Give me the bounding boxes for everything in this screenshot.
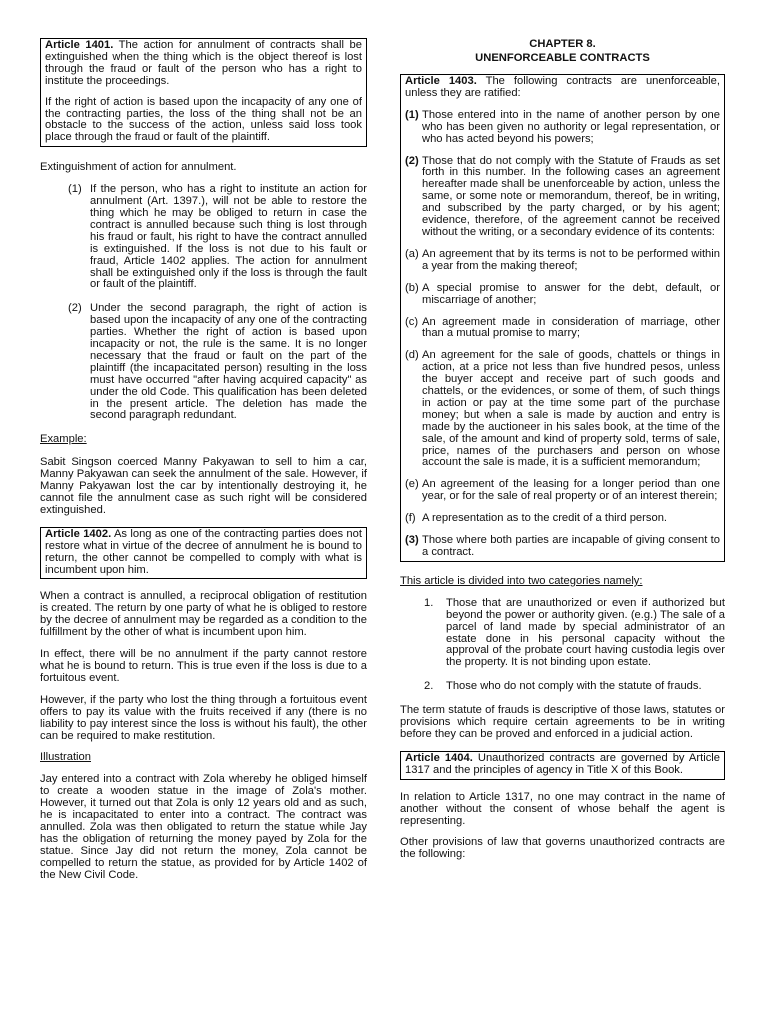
sub-item <box>405 317 720 341</box>
list-item-number: (1) <box>405 108 419 121</box>
article-1402-text: As long as one of the contracting parties does not restore what in virtue of the decree of annulment he is bound to return, the other cannot be compelled to comply with what is incumbent upon him. <box>45 527 362 576</box>
sub-item-letter: (a) <box>405 247 419 260</box>
list-item <box>424 681 725 693</box>
other-provisions-paragraph: Other provisions of law that governs unauthorized contracts are the following: <box>400 836 725 861</box>
sub-item <box>405 283 720 307</box>
right-column <box>400 38 725 861</box>
sub-item-text: An agreement of the leasing for a longer period than one year, or for the sale of real property or of an interest therein; <box>422 478 720 503</box>
article-1404-box <box>400 751 725 780</box>
article-1403-text: The following contracts are unenforceable, unless they are ratified: <box>405 75 720 99</box>
illustration-heading: Illustration <box>40 751 91 764</box>
sub-item-letter: (f) <box>405 512 416 525</box>
effect-paragraph: In effect, there will be no annulment if the party cannot restore what he is bound to return. This is true even if the loss is due to a fortuitous event. <box>40 648 367 684</box>
statute-paragraph: The term statute of frauds is descriptive of those laws, statutes or provisions which require certain agreements to be in writing before they can be proved and enforced in a judicial action. <box>400 704 725 740</box>
list-item <box>405 535 720 559</box>
article-1402-label: Article 1402. <box>45 527 112 540</box>
list-item-text: Those that are unauthorized or even if authorized but beyond the power or authority given. (e.g.) The sale of a parcel of land made by special administrator of an estate done in his personal capacity without the approval of the probate court having custodia legis over the property. It is not binding upon estate. <box>446 596 725 669</box>
sub-item-letter: (c) <box>405 315 419 328</box>
list-item <box>68 184 367 291</box>
list-item-text: Those that do not comply with the Statute of Frauds as set forth in this number. In the following cases an agreement hereafter made shall be unenforceable by action, unless the same, or some note or memorandum, thereof, be in writing, and subscribed by the party charged, or by his agent; evidence, therefore, of the agreement cannot be received without the writing, or a secondary evidence of its contents: <box>422 154 720 238</box>
sub-item <box>405 513 720 525</box>
list-item-text: Under the second paragraph, the right of action is based upon the incapacity of any one of the contracting parties. Whether the right of action is based upon incapacity or not, the rule is the same. It is no longer necessary that the fraud or fault on the part of the plaintiff (the incapacitated person) resulting in the loss must have occurred "after having acquired capacity" as under the old Code. This qualification has been deleted in the present article. The deletion has made the second paragraph redundant. <box>90 302 367 422</box>
list-item <box>405 156 720 239</box>
categories-heading: This article is divided into two categories namely: <box>400 574 643 587</box>
sub-item-letter: (d) <box>405 349 419 362</box>
annulled-paragraph: When a contract is annulled, a reciprocal obligation of restitution is created. The return by one party of what he is obliged to restore by the decree of annulment may be regarded as a condition to the fulfillment by the other of what is incumbent upon him. <box>40 590 367 639</box>
sub-item <box>405 249 720 273</box>
sub-item-text: An agreement that by its terms is not to be performed within a year from the making thereof; <box>422 247 720 272</box>
sub-item-text: An agreement made in consideration of marriage, other than a mutual promise to marry; <box>422 315 720 340</box>
list-item-text: Those entered into in the name of another person by one who has been given no authority or legal representation, or who has acted beyond his powers; <box>422 108 720 145</box>
sub-item-text: A representation as to the credit of a third person. <box>422 512 668 525</box>
article-1401-paragraph <box>45 40 362 88</box>
example-text: Sabit Singson coerced Manny Pakyawan to sell to him a car, Manny Pakyawan can seek the annulment of the sale. However, if Manny Pakyawan lost the car by intentionally destroying it, he cannot file the annulment case as such right will be considered extinguished. <box>40 456 367 516</box>
chapter-number: CHAPTER 8. <box>529 38 596 50</box>
list-item-text: If the person, who has a right to institute an action for annulment (Art. 1397.), will not be able to restore the thing which he may be obliged to return in case the contract is annulled because such thing is lost through his fraud or fault, his right to have the contract annulled is extinguished. If the loss is not due to his fault or fraud, Article 1402 applies. The action for annulment shall be extinguished only if the loss is through the fault or fault of the plaintiff. <box>90 183 367 291</box>
however-paragraph: However, if the party who lost the thing through a fortuitous event offers to pay its value with the fruits received if any (there is no liability to pay interest since the loss is without his fault), the other can be required to make restitution. <box>40 693 367 742</box>
article-1403-label: Article 1403. <box>405 75 477 87</box>
sub-item-letter: (e) <box>405 478 419 491</box>
sub-item <box>405 350 720 469</box>
list-item-text: Those where both parties are incapable of giving consent to a contract. <box>422 534 720 558</box>
article-1402-box <box>40 527 367 580</box>
left-column <box>40 38 367 881</box>
sub-item-text: An agreement for the sale of goods, chattels or things in action, at a price not less than five hundred pesos, unless the buyer accept and receive part of such goods and chattels, or the evidences, or some of them, of such things in action or pay at the time some part of the purchase money; but when a sale is made by auction and entry is made by the auctioneer in his sales book, at the time of the sale, of the amount and kind of property sold, terms of sale, price, names of the purchasers and person on whose account the sale is made, it is a sufficient memorandum; <box>422 349 720 469</box>
article-1401-label: Article 1401. <box>45 39 114 51</box>
article-1401-paragraph-2: If the right of action is based upon the incapacity of any one of the contracting parties, the loss of the thing shall not be an obstacle to the success of the action, unless said loss took place through the fraud or fault of the plaintiff. <box>45 95 362 144</box>
article-1403-box <box>400 74 725 562</box>
illustration-text: Jay entered into a contract with Zola whereby he obliged himself to create a wooden statue in the image of Zola's mother. However, it turned out that Zola is only 12 years old and as such, he is incapacitated to enter into a contract. The contract was annulled. Zola was then obligated to return the statue while Jay has the obligation of returning the money payed by Zola for the statue. Since Jay did not return the money, Zola cannot be compelled to return the statue, as provided for by Article 1402 of the New Civil Code. <box>40 773 367 881</box>
list-item <box>405 110 720 146</box>
list-item-number: (2) <box>405 154 419 167</box>
list-item-text: Those who do not comply with the statute of frauds. <box>446 680 702 693</box>
sub-item-text: A special promise to answer for the debt, default, or miscarriage of another; <box>422 281 720 306</box>
article-1402-paragraph <box>45 529 362 577</box>
relation-paragraph: In relation to Article 1317, no one may contract in the name of another without the consent of whose behalf the agent is representing. <box>400 790 725 827</box>
list-item <box>68 303 367 422</box>
chapter-title: UNENFORCEABLE CONTRACTS <box>475 52 650 64</box>
article-1404-label: Article 1404. <box>405 751 473 764</box>
extinguishment-heading: Extinguishment of action for annulment. <box>40 161 237 174</box>
sub-item-letter: (b) <box>405 281 419 294</box>
example-heading: Example: <box>40 433 87 446</box>
list-item-number: 2. <box>424 680 434 693</box>
list-item-number: 1. <box>424 596 434 609</box>
article-1403-paragraph <box>405 76 720 100</box>
list-item-number: (3) <box>405 534 419 547</box>
article-1404-text: Unauthorized contracts are governed by Article 1317 and the principles of agency in Title X of this Book. <box>405 751 720 776</box>
article-1401-box <box>40 38 367 147</box>
list-item <box>424 598 725 669</box>
list-item-number: (1) <box>68 183 82 196</box>
list-item-number: (2) <box>68 302 82 315</box>
article-1401-text: The action for annulment of contracts shall be extinguished when the thing which is the object thereof is lost through the fraud or fault of the person who has a right to institute the proceedings. <box>45 39 362 87</box>
sub-item <box>405 479 720 503</box>
article-1404-paragraph <box>405 753 720 777</box>
